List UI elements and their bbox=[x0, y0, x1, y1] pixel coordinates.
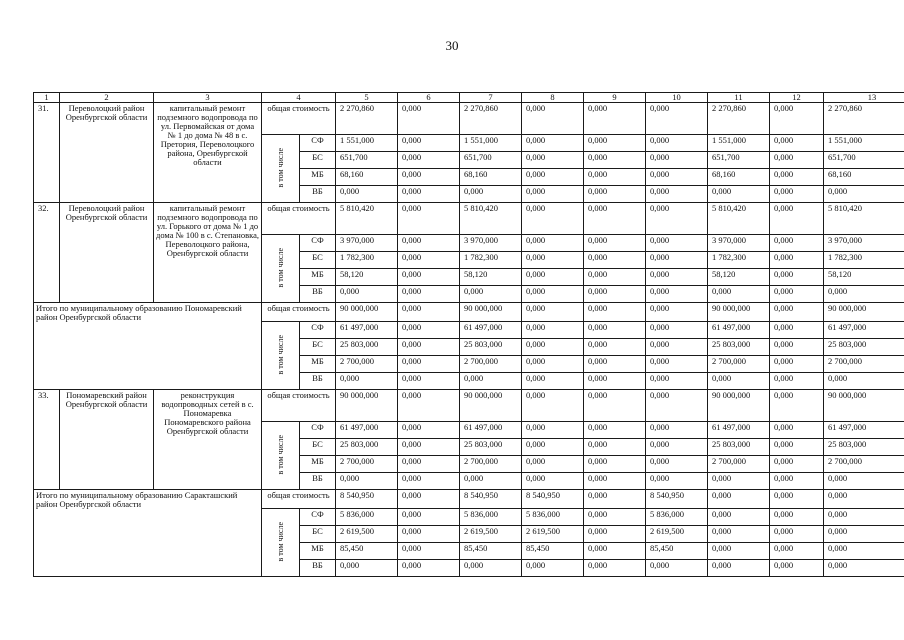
table-body bbox=[34, 93, 904, 577]
funding-value-cell: 0,000 bbox=[646, 169, 708, 186]
funding-code: ВБ bbox=[300, 473, 336, 490]
funding-value-cell: 0,000 bbox=[522, 186, 584, 203]
subtotal-label: Итого по муниципальному образованию Саракташский район Оренбургской области bbox=[34, 490, 262, 577]
funding-value-cell: 68,160 bbox=[460, 169, 522, 186]
funding-value-cell: 0,000 bbox=[708, 543, 770, 560]
total-value-cell: 0,000 bbox=[398, 390, 460, 422]
funding-code: БС bbox=[300, 152, 336, 169]
budget-table bbox=[33, 92, 904, 577]
funding-value-cell: 0,000 bbox=[398, 235, 460, 252]
funding-code: СФ bbox=[300, 322, 336, 339]
funding-value-cell: 0,000 bbox=[770, 509, 824, 526]
funding-value-cell: 5 836,000 bbox=[522, 509, 584, 526]
including-label: в том числе bbox=[276, 334, 285, 375]
funding-value-cell: 0,000 bbox=[522, 322, 584, 339]
funding-value-cell: 0,000 bbox=[584, 456, 646, 473]
description-cell: капитальный ремонт подземного водопровода по ул. Горького от дома № 1 до дома № 100 в с. Степановка, Переволоцкого района, Оренбургской области bbox=[154, 203, 262, 303]
funding-value-cell: 58,120 bbox=[824, 269, 904, 286]
project-row bbox=[34, 203, 904, 235]
funding-value-cell: 1 551,000 bbox=[708, 135, 770, 152]
funding-value-cell: 0,000 bbox=[646, 322, 708, 339]
funding-value-cell: 0,000 bbox=[522, 560, 584, 577]
funding-value-cell: 0,000 bbox=[770, 186, 824, 203]
funding-value-cell: 0,000 bbox=[770, 526, 824, 543]
funding-value-cell: 0,000 bbox=[398, 135, 460, 152]
funding-value-cell: 85,450 bbox=[522, 543, 584, 560]
funding-value-cell: 5 836,000 bbox=[336, 509, 398, 526]
funding-value-cell: 0,000 bbox=[398, 560, 460, 577]
funding-value-cell: 0,000 bbox=[522, 373, 584, 390]
total-value-cell: 90 000,000 bbox=[460, 390, 522, 422]
funding-value-cell: 0,000 bbox=[584, 235, 646, 252]
funding-value-cell: 0,000 bbox=[522, 439, 584, 456]
total-value-cell: 0,000 bbox=[398, 303, 460, 322]
header-cell: 7 bbox=[460, 93, 522, 103]
row-number: 32. bbox=[34, 203, 60, 303]
funding-value-cell: 0,000 bbox=[398, 543, 460, 560]
funding-value-cell: 0,000 bbox=[646, 269, 708, 286]
funding-value-cell: 0,000 bbox=[770, 356, 824, 373]
funding-value-cell: 0,000 bbox=[522, 422, 584, 439]
general-cost-label: общая стоимость bbox=[262, 203, 336, 235]
district-cell: Пономаревский район Оренбургской области bbox=[60, 390, 154, 490]
funding-value-cell: 0,000 bbox=[584, 252, 646, 269]
description-cell: реконструкция водопроводных сетей в с. Пономаревка Пономаревского района Оренбургской области bbox=[154, 390, 262, 490]
total-value-cell: 90 000,000 bbox=[460, 303, 522, 322]
funding-value-cell: 0,000 bbox=[646, 439, 708, 456]
funding-value-cell: 0,000 bbox=[770, 339, 824, 356]
including-label-cell bbox=[262, 422, 300, 490]
funding-value-cell: 61 497,000 bbox=[824, 322, 904, 339]
total-value-cell: 5 810,420 bbox=[460, 203, 522, 235]
description-cell: капитальный ремонт подземного водопровода по ул. Первомайская от дома № 1 до дома № 48 в с. Претория, Переволоцкого района, Оренбургской области bbox=[154, 103, 262, 203]
total-value-cell: 8 540,950 bbox=[460, 490, 522, 509]
funding-value-cell: 61 497,000 bbox=[336, 422, 398, 439]
total-value-cell: 0,000 bbox=[584, 390, 646, 422]
funding-value-cell: 0,000 bbox=[646, 356, 708, 373]
funding-value-cell: 0,000 bbox=[708, 473, 770, 490]
total-value-cell: 0,000 bbox=[770, 490, 824, 509]
funding-value-cell: 0,000 bbox=[398, 473, 460, 490]
funding-value-cell: 0,000 bbox=[522, 235, 584, 252]
funding-code: МБ bbox=[300, 356, 336, 373]
funding-value-cell: 0,000 bbox=[522, 169, 584, 186]
funding-value-cell: 0,000 bbox=[646, 339, 708, 356]
total-value-cell: 0,000 bbox=[398, 103, 460, 135]
total-value-cell: 90 000,000 bbox=[336, 303, 398, 322]
funding-value-cell: 85,450 bbox=[646, 543, 708, 560]
header-cell: 4 bbox=[262, 93, 336, 103]
general-cost-label: общая стоимость bbox=[262, 303, 336, 322]
funding-value-cell: 0,000 bbox=[646, 422, 708, 439]
total-value-cell: 0,000 bbox=[770, 390, 824, 422]
funding-value-cell: 0,000 bbox=[584, 509, 646, 526]
total-value-cell: 90 000,000 bbox=[336, 390, 398, 422]
funding-value-cell: 0,000 bbox=[522, 286, 584, 303]
funding-value-cell: 0,000 bbox=[646, 252, 708, 269]
total-value-cell: 0,000 bbox=[522, 390, 584, 422]
funding-value-cell: 651,700 bbox=[460, 152, 522, 169]
funding-value-cell: 25 803,000 bbox=[460, 339, 522, 356]
total-value-cell: 0,000 bbox=[646, 303, 708, 322]
funding-code: МБ bbox=[300, 269, 336, 286]
funding-value-cell: 0,000 bbox=[708, 509, 770, 526]
row-number: 31. bbox=[34, 103, 60, 203]
funding-value-cell: 0,000 bbox=[770, 235, 824, 252]
total-value-cell: 5 810,420 bbox=[824, 203, 904, 235]
total-value-cell: 0,000 bbox=[584, 303, 646, 322]
total-value-cell: 0,000 bbox=[646, 203, 708, 235]
funding-value-cell: 1 551,000 bbox=[336, 135, 398, 152]
funding-value-cell: 0,000 bbox=[584, 339, 646, 356]
funding-value-cell: 0,000 bbox=[646, 135, 708, 152]
funding-value-cell: 0,000 bbox=[770, 286, 824, 303]
funding-value-cell: 0,000 bbox=[584, 373, 646, 390]
funding-value-cell: 0,000 bbox=[770, 252, 824, 269]
total-value-cell: 90 000,000 bbox=[708, 303, 770, 322]
funding-value-cell: 0,000 bbox=[522, 473, 584, 490]
funding-value-cell: 1 782,300 bbox=[336, 252, 398, 269]
total-value-cell: 0,000 bbox=[770, 103, 824, 135]
total-value-cell: 5 810,420 bbox=[336, 203, 398, 235]
including-label: в том числе bbox=[276, 434, 285, 475]
funding-value-cell: 0,000 bbox=[646, 235, 708, 252]
funding-value-cell: 0,000 bbox=[398, 339, 460, 356]
header-cell: 9 bbox=[584, 93, 646, 103]
funding-value-cell: 0,000 bbox=[584, 135, 646, 152]
funding-value-cell: 2 700,000 bbox=[460, 356, 522, 373]
funding-value-cell: 1 782,300 bbox=[824, 252, 904, 269]
funding-value-cell: 0,000 bbox=[584, 152, 646, 169]
funding-value-cell: 0,000 bbox=[522, 135, 584, 152]
funding-value-cell: 68,160 bbox=[824, 169, 904, 186]
funding-value-cell: 3 970,000 bbox=[708, 235, 770, 252]
funding-value-cell: 5 836,000 bbox=[460, 509, 522, 526]
header-cell: 8 bbox=[522, 93, 584, 103]
total-value-cell: 8 540,950 bbox=[522, 490, 584, 509]
funding-value-cell: 68,160 bbox=[336, 169, 398, 186]
funding-value-cell: 0,000 bbox=[824, 373, 904, 390]
total-value-cell: 2 270,860 bbox=[336, 103, 398, 135]
header-cell: 5 bbox=[336, 93, 398, 103]
funding-value-cell: 0,000 bbox=[770, 543, 824, 560]
funding-value-cell: 0,000 bbox=[398, 186, 460, 203]
funding-value-cell: 61 497,000 bbox=[708, 422, 770, 439]
funding-value-cell: 61 497,000 bbox=[460, 422, 522, 439]
funding-value-cell: 0,000 bbox=[584, 186, 646, 203]
funding-value-cell: 0,000 bbox=[770, 373, 824, 390]
total-value-cell: 0,000 bbox=[398, 490, 460, 509]
funding-value-cell: 85,450 bbox=[336, 543, 398, 560]
funding-code: БС bbox=[300, 252, 336, 269]
project-row bbox=[34, 390, 904, 422]
funding-value-cell: 0,000 bbox=[336, 186, 398, 203]
total-value-cell: 0,000 bbox=[824, 490, 904, 509]
funding-value-cell: 0,000 bbox=[708, 286, 770, 303]
funding-value-cell: 61 497,000 bbox=[460, 322, 522, 339]
header-cell: 10 bbox=[646, 93, 708, 103]
funding-value-cell: 2 619,500 bbox=[336, 526, 398, 543]
total-value-cell: 90 000,000 bbox=[708, 390, 770, 422]
funding-value-cell: 0,000 bbox=[460, 560, 522, 577]
funding-value-cell: 5 836,000 bbox=[646, 509, 708, 526]
funding-value-cell: 0,000 bbox=[646, 373, 708, 390]
funding-value-cell: 0,000 bbox=[708, 526, 770, 543]
funding-code: ВБ bbox=[300, 286, 336, 303]
funding-value-cell: 0,000 bbox=[398, 152, 460, 169]
funding-value-cell: 0,000 bbox=[824, 526, 904, 543]
total-value-cell: 90 000,000 bbox=[824, 390, 904, 422]
funding-code: БС bbox=[300, 439, 336, 456]
header-row bbox=[34, 93, 904, 103]
funding-value-cell: 2 700,000 bbox=[708, 456, 770, 473]
funding-value-cell: 1 782,300 bbox=[708, 252, 770, 269]
funding-value-cell: 0,000 bbox=[646, 560, 708, 577]
funding-value-cell: 0,000 bbox=[708, 560, 770, 577]
funding-value-cell: 2 700,000 bbox=[460, 456, 522, 473]
total-value-cell: 0,000 bbox=[522, 103, 584, 135]
funding-value-cell: 0,000 bbox=[398, 439, 460, 456]
funding-value-cell: 0,000 bbox=[770, 456, 824, 473]
header-cell: 6 bbox=[398, 93, 460, 103]
funding-value-cell: 58,120 bbox=[460, 269, 522, 286]
funding-value-cell: 0,000 bbox=[770, 473, 824, 490]
total-value-cell: 0,000 bbox=[646, 103, 708, 135]
funding-value-cell: 0,000 bbox=[460, 286, 522, 303]
funding-value-cell: 0,000 bbox=[584, 560, 646, 577]
funding-value-cell: 25 803,000 bbox=[336, 339, 398, 356]
funding-value-cell: 0,000 bbox=[584, 286, 646, 303]
funding-value-cell: 0,000 bbox=[770, 422, 824, 439]
funding-code: ВБ bbox=[300, 373, 336, 390]
funding-value-cell: 0,000 bbox=[584, 356, 646, 373]
funding-value-cell: 58,120 bbox=[708, 269, 770, 286]
funding-value-cell: 0,000 bbox=[646, 456, 708, 473]
page-number: 30 bbox=[445, 38, 459, 53]
funding-value-cell: 1 551,000 bbox=[824, 135, 904, 152]
funding-code: БС bbox=[300, 526, 336, 543]
funding-value-cell: 25 803,000 bbox=[824, 339, 904, 356]
funding-value-cell: 0,000 bbox=[398, 356, 460, 373]
funding-value-cell: 68,160 bbox=[708, 169, 770, 186]
total-value-cell: 2 270,860 bbox=[824, 103, 904, 135]
including-label: в том числе bbox=[276, 521, 285, 562]
total-value-cell: 0,000 bbox=[584, 490, 646, 509]
funding-value-cell: 0,000 bbox=[770, 560, 824, 577]
funding-value-cell: 85,450 bbox=[460, 543, 522, 560]
header-cell: 12 bbox=[770, 93, 824, 103]
funding-value-cell: 0,000 bbox=[522, 269, 584, 286]
funding-value-cell: 61 497,000 bbox=[336, 322, 398, 339]
funding-value-cell: 2 619,500 bbox=[460, 526, 522, 543]
funding-value-cell: 651,700 bbox=[824, 152, 904, 169]
funding-value-cell: 0,000 bbox=[460, 186, 522, 203]
funding-value-cell: 0,000 bbox=[398, 286, 460, 303]
funding-value-cell: 0,000 bbox=[584, 543, 646, 560]
total-value-cell: 0,000 bbox=[522, 303, 584, 322]
subtotal-row bbox=[34, 303, 904, 322]
funding-value-cell: 0,000 bbox=[336, 373, 398, 390]
total-value-cell: 5 810,420 bbox=[708, 203, 770, 235]
funding-value-cell: 3 970,000 bbox=[460, 235, 522, 252]
total-value-cell: 8 540,950 bbox=[646, 490, 708, 509]
including-label-cell bbox=[262, 322, 300, 390]
including-label: в том числе bbox=[276, 247, 285, 288]
funding-code: СФ bbox=[300, 235, 336, 252]
funding-code: ВБ bbox=[300, 186, 336, 203]
subtotal-label: Итого по муниципальному образованию Пономаревский район Оренбургской области bbox=[34, 303, 262, 390]
district-cell: Переволоцкий район Оренбургской области bbox=[60, 203, 154, 303]
funding-value-cell: 0,000 bbox=[584, 439, 646, 456]
including-label-cell bbox=[262, 235, 300, 303]
funding-value-cell: 0,000 bbox=[770, 135, 824, 152]
header-cell: 11 bbox=[708, 93, 770, 103]
total-value-cell: 8 540,950 bbox=[336, 490, 398, 509]
funding-value-cell: 0,000 bbox=[824, 509, 904, 526]
funding-value-cell: 0,000 bbox=[824, 543, 904, 560]
funding-value-cell: 0,000 bbox=[646, 186, 708, 203]
funding-value-cell: 2 700,000 bbox=[336, 356, 398, 373]
funding-code: ВБ bbox=[300, 560, 336, 577]
funding-value-cell: 0,000 bbox=[824, 186, 904, 203]
funding-value-cell: 0,000 bbox=[584, 526, 646, 543]
funding-code: СФ bbox=[300, 422, 336, 439]
total-value-cell: 0,000 bbox=[708, 490, 770, 509]
funding-value-cell: 2 700,000 bbox=[708, 356, 770, 373]
funding-value-cell: 25 803,000 bbox=[708, 439, 770, 456]
funding-code: БС bbox=[300, 339, 336, 356]
header-cell: 13 bbox=[824, 93, 904, 103]
funding-value-cell: 651,700 bbox=[336, 152, 398, 169]
funding-value-cell: 0,000 bbox=[708, 373, 770, 390]
funding-value-cell: 0,000 bbox=[824, 286, 904, 303]
funding-code: МБ bbox=[300, 169, 336, 186]
header-cell: 3 bbox=[154, 93, 262, 103]
funding-value-cell: 651,700 bbox=[708, 152, 770, 169]
funding-value-cell: 0,000 bbox=[460, 473, 522, 490]
general-cost-label: общая стоимость bbox=[262, 490, 336, 509]
general-cost-label: общая стоимость bbox=[262, 103, 336, 135]
funding-value-cell: 0,000 bbox=[770, 169, 824, 186]
funding-value-cell: 25 803,000 bbox=[460, 439, 522, 456]
funding-value-cell: 25 803,000 bbox=[708, 339, 770, 356]
funding-value-cell: 1 551,000 bbox=[460, 135, 522, 152]
funding-value-cell: 0,000 bbox=[646, 152, 708, 169]
funding-value-cell: 0,000 bbox=[646, 286, 708, 303]
funding-value-cell: 0,000 bbox=[398, 252, 460, 269]
funding-code: МБ bbox=[300, 456, 336, 473]
funding-value-cell: 0,000 bbox=[398, 322, 460, 339]
funding-value-cell: 0,000 bbox=[398, 269, 460, 286]
funding-value-cell: 0,000 bbox=[522, 252, 584, 269]
total-value-cell: 0,000 bbox=[398, 203, 460, 235]
funding-value-cell: 0,000 bbox=[584, 269, 646, 286]
funding-code: СФ bbox=[300, 509, 336, 526]
subtotal-row bbox=[34, 490, 904, 509]
total-value-cell: 2 270,860 bbox=[708, 103, 770, 135]
funding-value-cell: 0,000 bbox=[708, 186, 770, 203]
funding-value-cell: 0,000 bbox=[398, 526, 460, 543]
total-value-cell: 0,000 bbox=[770, 203, 824, 235]
funding-value-cell: 0,000 bbox=[336, 286, 398, 303]
funding-value-cell: 0,000 bbox=[522, 356, 584, 373]
funding-value-cell: 0,000 bbox=[398, 456, 460, 473]
funding-value-cell: 0,000 bbox=[336, 473, 398, 490]
funding-value-cell: 2 619,500 bbox=[522, 526, 584, 543]
funding-value-cell: 0,000 bbox=[646, 473, 708, 490]
funding-code: СФ bbox=[300, 135, 336, 152]
total-value-cell: 0,000 bbox=[646, 390, 708, 422]
funding-value-cell: 0,000 bbox=[584, 169, 646, 186]
funding-value-cell: 0,000 bbox=[770, 322, 824, 339]
general-cost-label: общая стоимость bbox=[262, 390, 336, 422]
funding-value-cell: 3 970,000 bbox=[824, 235, 904, 252]
total-value-cell: 0,000 bbox=[770, 303, 824, 322]
including-label: в том числе bbox=[276, 147, 285, 188]
including-label-cell bbox=[262, 135, 300, 203]
funding-value-cell: 0,000 bbox=[770, 269, 824, 286]
funding-value-cell: 2 619,500 bbox=[646, 526, 708, 543]
funding-value-cell: 1 782,300 bbox=[460, 252, 522, 269]
funding-value-cell: 61 497,000 bbox=[824, 422, 904, 439]
total-value-cell: 2 270,860 bbox=[460, 103, 522, 135]
total-value-cell: 0,000 bbox=[584, 103, 646, 135]
total-value-cell: 0,000 bbox=[522, 203, 584, 235]
funding-value-cell: 2 700,000 bbox=[824, 456, 904, 473]
funding-value-cell: 0,000 bbox=[522, 339, 584, 356]
funding-value-cell: 0,000 bbox=[460, 373, 522, 390]
project-row bbox=[34, 103, 904, 135]
funding-code: МБ bbox=[300, 543, 336, 560]
funding-value-cell: 25 803,000 bbox=[824, 439, 904, 456]
funding-value-cell: 0,000 bbox=[398, 509, 460, 526]
including-label-cell bbox=[262, 509, 300, 577]
funding-value-cell: 0,000 bbox=[336, 560, 398, 577]
funding-value-cell: 0,000 bbox=[522, 456, 584, 473]
funding-value-cell: 0,000 bbox=[398, 169, 460, 186]
funding-value-cell: 0,000 bbox=[584, 422, 646, 439]
funding-value-cell: 3 970,000 bbox=[336, 235, 398, 252]
funding-value-cell: 58,120 bbox=[336, 269, 398, 286]
funding-value-cell: 0,000 bbox=[522, 152, 584, 169]
funding-value-cell: 61 497,000 bbox=[708, 322, 770, 339]
funding-value-cell: 0,000 bbox=[584, 322, 646, 339]
total-value-cell: 90 000,000 bbox=[824, 303, 904, 322]
funding-value-cell: 0,000 bbox=[770, 439, 824, 456]
funding-value-cell: 0,000 bbox=[398, 422, 460, 439]
funding-value-cell: 0,000 bbox=[824, 473, 904, 490]
funding-value-cell: 0,000 bbox=[398, 373, 460, 390]
funding-value-cell: 2 700,000 bbox=[336, 456, 398, 473]
header-cell: 2 bbox=[60, 93, 154, 103]
funding-value-cell: 2 700,000 bbox=[824, 356, 904, 373]
district-cell: Переволоцкий район Оренбургской области bbox=[60, 103, 154, 203]
header-cell: 1 bbox=[34, 93, 60, 103]
funding-value-cell: 0,000 bbox=[770, 152, 824, 169]
funding-value-cell: 0,000 bbox=[584, 473, 646, 490]
row-number: 33. bbox=[34, 390, 60, 490]
funding-value-cell: 0,000 bbox=[824, 560, 904, 577]
total-value-cell: 0,000 bbox=[584, 203, 646, 235]
funding-value-cell: 25 803,000 bbox=[336, 439, 398, 456]
